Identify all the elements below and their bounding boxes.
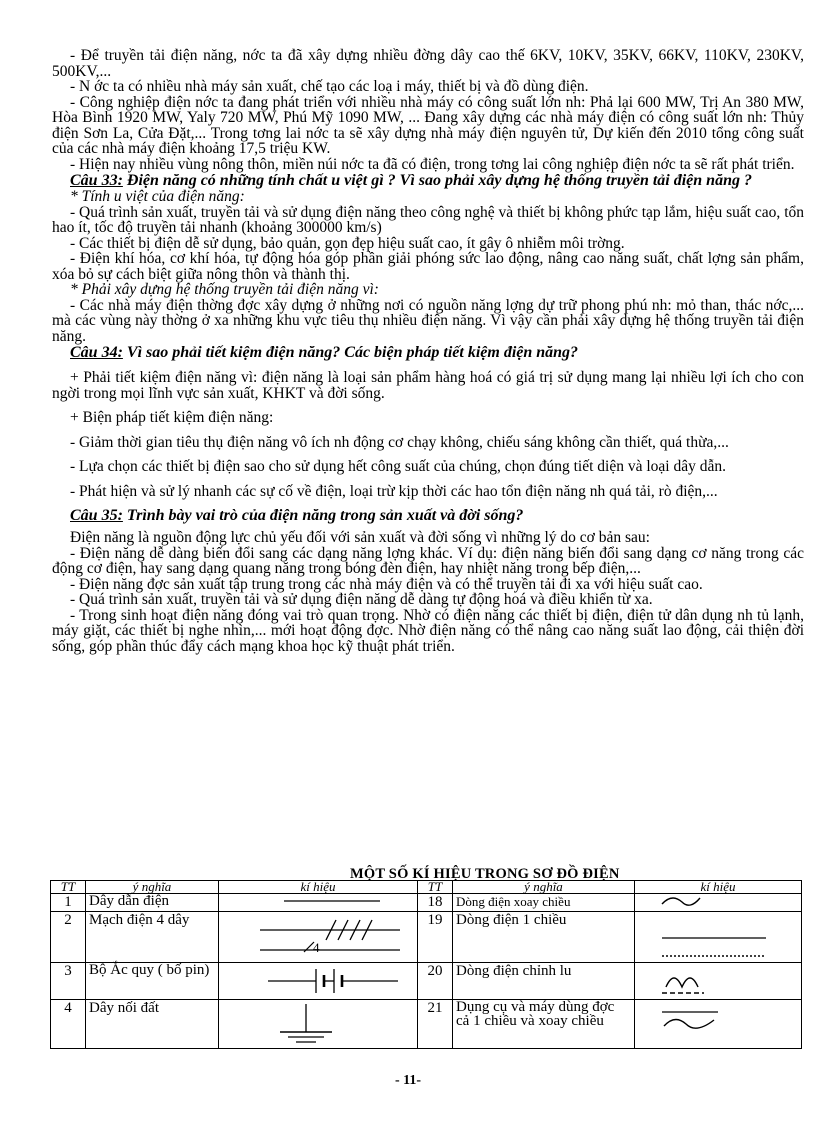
row-number: 18 <box>418 894 453 912</box>
table-row <box>51 912 802 963</box>
paragraph: - Lựa chọn các thiết bị điện sao cho sử dụng hết công suất của chúng, chọn đúng tiết diện và loại dây dẫn. <box>70 458 726 475</box>
paragraph: - Các nhà máy điện thờng đợc xây dựng ở những nơi có nguồn năng lợng dự trữ phong phú nh: mỏ than, thác nớc,... mà các vùng này thờng ở xa những khu vực tiêu thụ nhiều điện năng. Vì vậy cần phải xây dựng hệ thống truyền tải điện năng. <box>52 296 804 345</box>
subheading: * Phải xây dựng hệ thống truyền tải điện năng vì: <box>70 281 379 298</box>
row-number: 3 <box>51 963 86 1000</box>
table-title: MỘT SỐ KÍ HIỆU TRONG SƠ ĐỒ ĐIỆN <box>350 866 620 882</box>
row-number: 21 <box>418 1000 453 1049</box>
symbol-name: Dây dẫn điện <box>86 894 219 912</box>
paragraph: - Điện năng đợc sản xuất tập trung trong các nhà máy điện và có thể truyền tải đi xa với hiệu suất cao. <box>70 575 703 593</box>
header-meaning: ý nghĩa <box>86 881 219 894</box>
paragraph: - N ớc ta có nhiều nhà máy sản xuất, chế tạo các loạ i máy, thiết bị và đồ dùng điện. <box>70 78 589 95</box>
symbol-name: Dòng điện chỉnh lu <box>453 963 635 1000</box>
paragraph: - Giảm thời gian tiêu thụ điện năng vô ích nh động cơ chạy không, chiếu sáng không cần thiết, quá thừa,... <box>70 433 729 451</box>
table-row <box>51 963 802 1000</box>
paragraph: - Các thiết bị điện dễ sử dụng, bảo quản, gọn đẹp hiệu suất cao, ít gây ô nhiễm môi trờng. <box>70 234 625 252</box>
header-tt: TT <box>418 881 453 894</box>
symbol-name: Bộ Ắc quy ( bố pin) <box>86 963 219 1000</box>
wire-symbol <box>219 894 418 912</box>
symbols-table <box>50 880 802 1049</box>
ground-symbol <box>219 1000 418 1049</box>
paragraph: - Điện năng dễ dàng biến đổi sang các dạng năng lợng khác. Ví dụ: điện năng biến đổi sang dạng cơ năng trong các động cơ điện, hay sang dạng quang năng trong bóng đèn điện, hay nhiệt năng trong bếp điện,... <box>52 544 804 577</box>
symbol-name: Dây nối đất <box>86 1000 219 1049</box>
question-text: Điện năng có những tính chất u việt gì ? Vì sao phải xây dựng hệ thống truyền tải điện năng ? <box>122 172 752 189</box>
battery-symbol <box>219 963 418 1000</box>
question-35 <box>52 508 804 524</box>
paragraph: - Trong sinh hoạt điện năng đóng vai trò quan trọng. Nhờ có điện năng các thiết bị điện, điện tử dân dụng nh tủ lạnh, máy giặt, các thiết bị nghe nhìn,... mới hoạt động đợc. Nhờ điện năng có thể nâng cao năng suất lao động, cải thiện đời sống, góp phần thúc đẩy cách mạng khoa học kỹ thuật phát triển. <box>52 606 804 655</box>
symbol-name: Dòng điện 1 chiều <box>453 912 635 963</box>
four-wire-symbol <box>219 912 418 963</box>
question-text: Trình bày vai trò của điện năng trong sản xuất và đời sống? <box>122 507 524 524</box>
row-number: 4 <box>51 1000 86 1049</box>
subheading: * Tính u việt của điện năng: <box>70 188 245 205</box>
question-label: Câu 34: <box>70 344 123 361</box>
table-row <box>51 1000 802 1049</box>
paragraph: - Để truyền tải điện năng, nớc ta đã xây dựng nhiều đờng dây cao thế 6KV, 10KV, 35KV, 66KV, 110KV, 230KV, 500KV,... <box>52 47 804 80</box>
paragraph: - Quá trình sản xuất, truyền tải và sử dụng điện năng theo công nghệ và thiết bị không phức tạp lắm, hiệu suất cao, tổn hao ít, tốc độ truyền tải nhanh (khoảng 300000 km/s) <box>52 203 804 236</box>
question-label: Câu 33: <box>70 172 123 189</box>
dc-current-symbol <box>635 912 802 963</box>
paragraph: + Phải tiết kiệm điện năng vì: điện năng là loại sản phẩm hàng hoá có giá trị sử dụng mang lại nhiều lợi ích cho con ngời trong mọi lĩnh vực sản xuất, KHKT và đời sống. <box>52 369 804 402</box>
document-body <box>52 48 804 654</box>
row-number: 19 <box>418 912 453 963</box>
row-number: 1 <box>51 894 86 912</box>
wire-count-label: 4 <box>313 940 320 955</box>
question-text: Vì sao phải tiết kiệm điện năng? Các biện pháp tiết kiệm điện năng? <box>122 344 579 361</box>
table-header-row <box>51 881 802 894</box>
symbol-name: Dòng điện xoay chiều <box>453 894 635 912</box>
paragraph: - Hiện nay nhiều vùng nông thôn, miền núi nớc ta đã có điện, trong tơng lai công nghiệp điện nớc ta sẽ rất phát triển. <box>70 155 795 173</box>
paragraph: - Công nghiệp điện nớc ta đang phát triển với nhiều nhà máy có công suất lớn nh: Phả lại 600 MW, Trị An 380 MW, Hòa Bình 1920 MW, Yaly 720 MW, Phú Mỹ 1090 MW, ... Đang xây dựng các nhà máy điện có công suất lớn nh: Thủy điện Sơn La, Cửa Đặt,... Trong tơng lai nớc ta sẽ xây dựng nhà máy điện nguyên tử, Dự kiến đến 2010 tổng công suất của các nhà máy điện khoảng 17,5 triệu KW. <box>52 93 804 157</box>
paragraph: Điện năng là nguồn động lực chủ yếu đối với sản xuất và đời sống vì những lý do cơ bản sau: <box>70 529 650 546</box>
ac-current-symbol <box>635 894 802 912</box>
table-row <box>51 894 802 912</box>
question-33 <box>52 173 804 189</box>
header-meaning: ý nghĩa <box>453 881 635 894</box>
paragraph: - Phát hiện và sử lý nhanh các sự cố về điện, loại trừ kịp thời các hao tổn điện năng nh quá tải, rò điện,... <box>70 482 718 500</box>
paragraph: + Biện pháp tiết kiệm điện năng: <box>70 409 274 426</box>
symbol-name: Mạch điện 4 dây <box>86 912 219 963</box>
header-tt: TT <box>51 881 86 894</box>
header-symbol: kí hiệu <box>635 881 802 894</box>
paragraph: - Điện khí hóa, cơ khí hóa, tự động hóa góp phần giải phóng sức lao động, nâng cao năng suất, chất lợng sản phẩm, xóa bỏ sự cách biệt giữa nông thôn và thành thị. <box>52 250 804 283</box>
rectified-current-symbol <box>635 963 802 1000</box>
header-symbol: kí hiệu <box>219 881 418 894</box>
page-number: - 11- <box>394 1073 422 1088</box>
question-label: Câu 35: <box>70 507 123 524</box>
paragraph: - Quá trình sản xuất, truyền tải và sử dụng điện năng dễ dàng tự động hoá và điều khiển từ xa. <box>70 591 653 608</box>
row-number: 2 <box>51 912 86 963</box>
question-34 <box>52 345 804 361</box>
row-number: 20 <box>418 963 453 1000</box>
ac-dc-symbol <box>635 1000 802 1049</box>
symbol-name: Dụng cụ và máy dùng đợc cả 1 chiều và xoay chiều <box>453 1000 635 1049</box>
